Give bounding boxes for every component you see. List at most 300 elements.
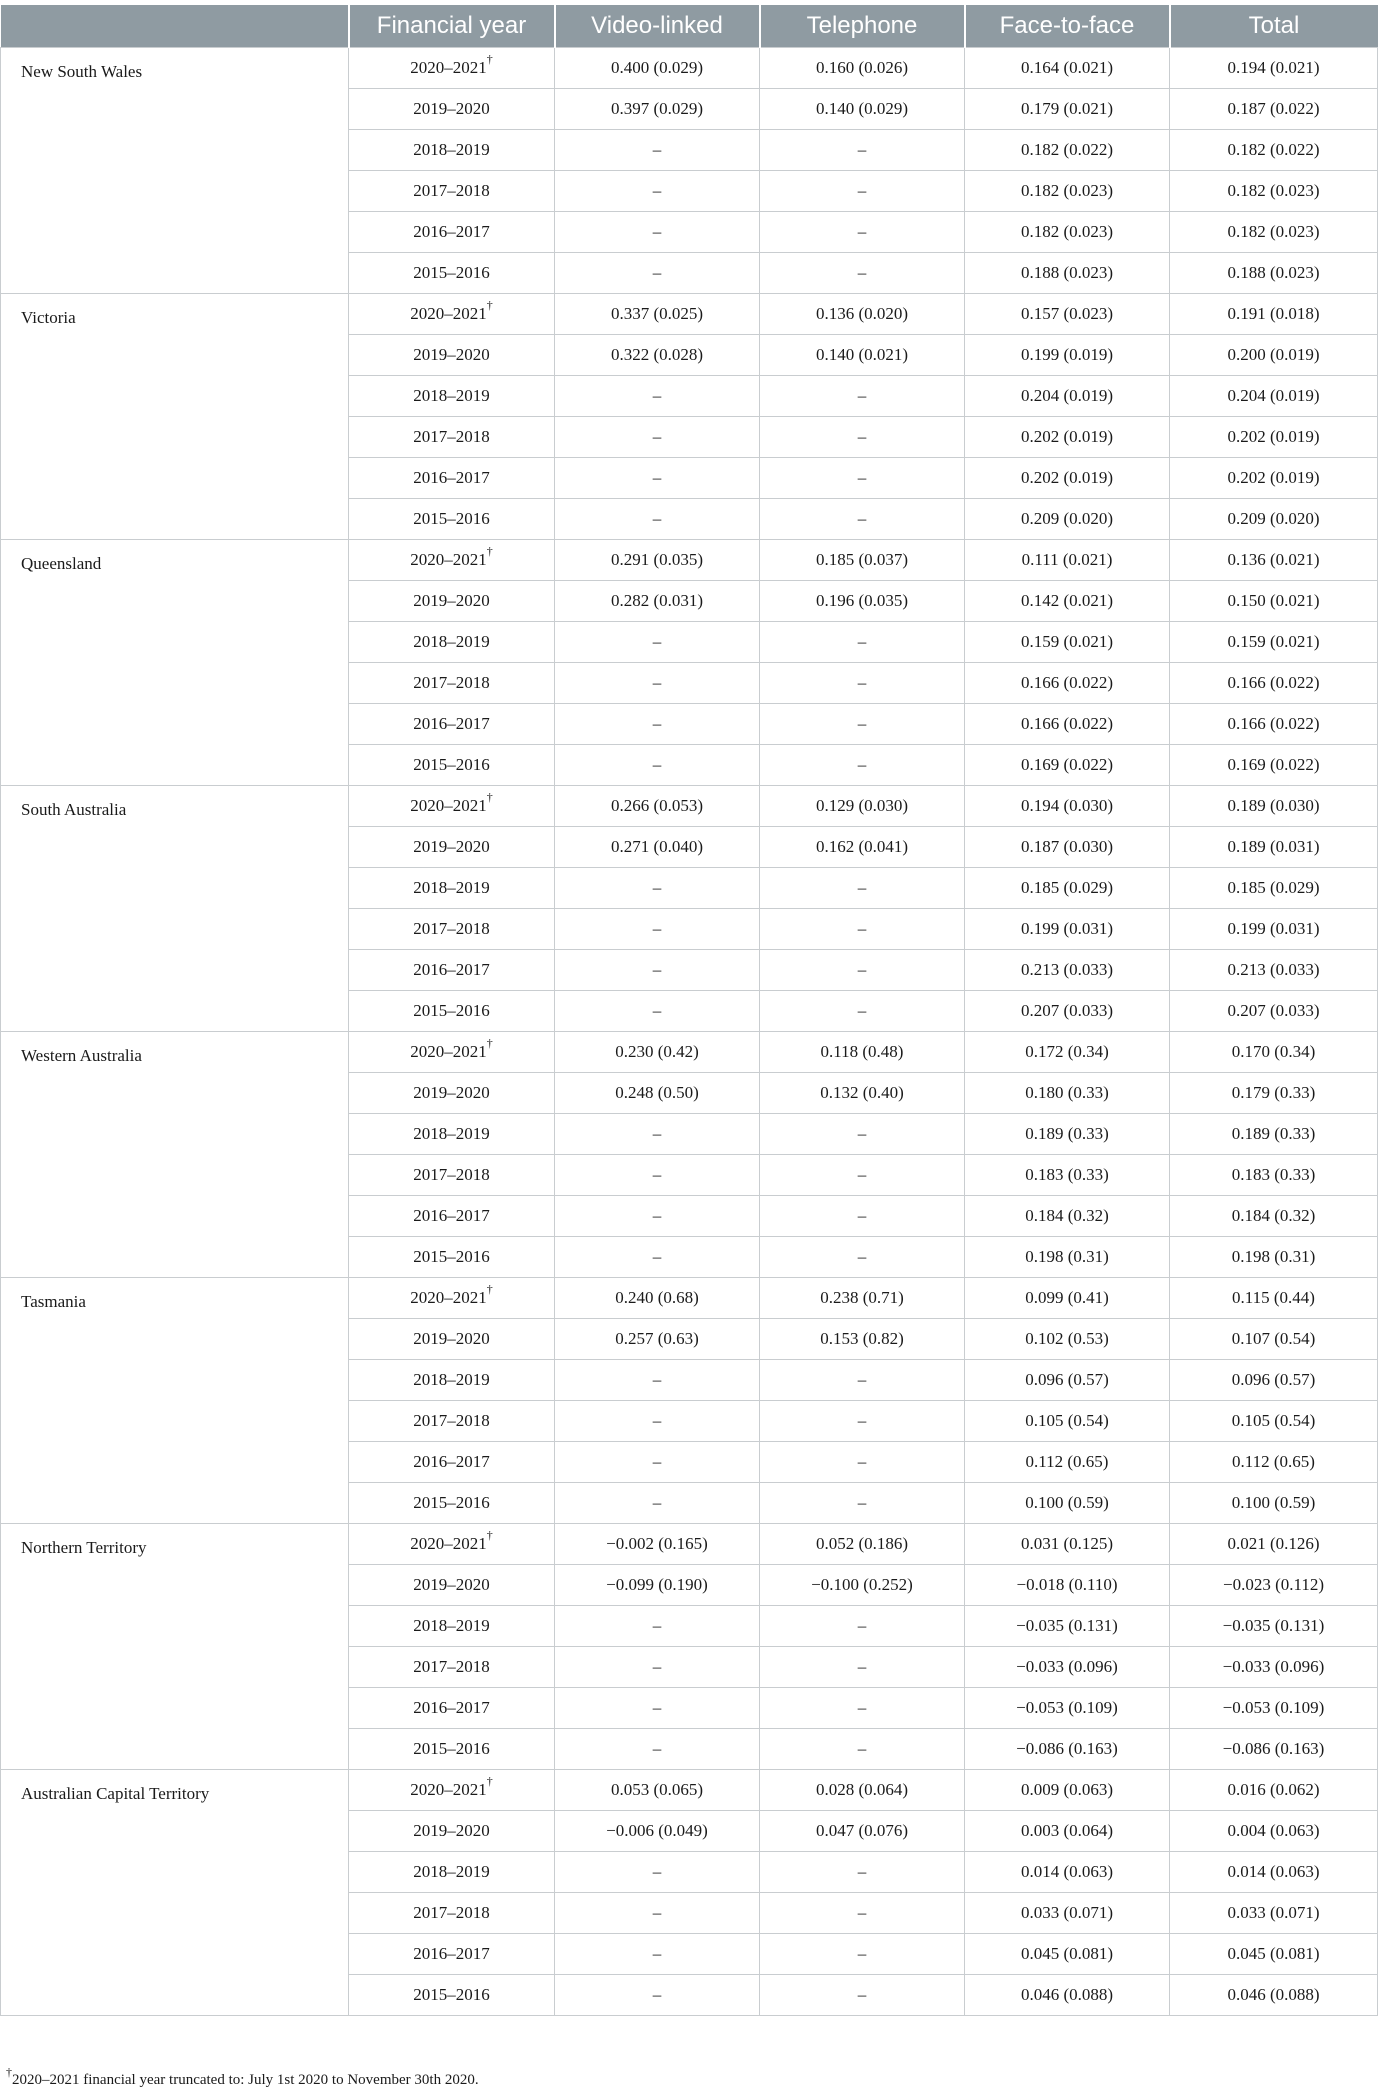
telephone-cell: 0.160 (0.026) bbox=[760, 48, 965, 89]
year-label: 2020–2021 bbox=[410, 304, 487, 323]
year-cell bbox=[349, 212, 555, 253]
telephone-cell: – bbox=[760, 1237, 965, 1278]
footnote-dagger: † bbox=[6, 2065, 12, 2079]
telephone-cell: – bbox=[760, 253, 965, 294]
video-linked-cell: – bbox=[555, 622, 760, 663]
region-cell: Australian Capital Territory bbox=[1, 1770, 349, 2016]
total-cell: 0.183 (0.33) bbox=[1170, 1155, 1378, 1196]
telephone-cell: 0.140 (0.021) bbox=[760, 335, 965, 376]
total-cell: 0.189 (0.030) bbox=[1170, 786, 1378, 827]
telephone-cell: – bbox=[760, 1893, 965, 1934]
telephone-cell: 0.129 (0.030) bbox=[760, 786, 965, 827]
total-cell: 0.115 (0.44) bbox=[1170, 1278, 1378, 1319]
year-label: 2019–2020 bbox=[413, 1575, 490, 1594]
year-cell bbox=[349, 1688, 555, 1729]
total-cell: 0.179 (0.33) bbox=[1170, 1073, 1378, 1114]
year-label: 2020–2021 bbox=[410, 796, 487, 815]
table-body bbox=[1, 48, 1378, 2016]
year-label: 2018–2019 bbox=[413, 140, 490, 159]
region-cell: Victoria bbox=[1, 294, 349, 540]
year-label: 2017–2018 bbox=[413, 1657, 490, 1676]
telephone-cell: – bbox=[760, 950, 965, 991]
total-cell: 0.112 (0.65) bbox=[1170, 1442, 1378, 1483]
year-label: 2016–2017 bbox=[413, 1944, 490, 1963]
telephone-cell: 0.238 (0.71) bbox=[760, 1278, 965, 1319]
video-linked-cell: – bbox=[555, 1360, 760, 1401]
video-linked-cell: – bbox=[555, 1237, 760, 1278]
video-linked-cell: −0.006 (0.049) bbox=[555, 1811, 760, 1852]
year-label: 2016–2017 bbox=[413, 960, 490, 979]
video-linked-cell: – bbox=[555, 1647, 760, 1688]
table-header bbox=[1, 5, 1378, 48]
dagger-mark: † bbox=[486, 1036, 493, 1051]
year-cell bbox=[349, 1934, 555, 1975]
total-cell: 0.096 (0.57) bbox=[1170, 1360, 1378, 1401]
total-cell: 0.100 (0.59) bbox=[1170, 1483, 1378, 1524]
face-to-face-cell: 0.166 (0.022) bbox=[965, 663, 1170, 704]
year-cell bbox=[349, 581, 555, 622]
year-label: 2015–2016 bbox=[413, 1985, 490, 2004]
face-to-face-cell: 0.188 (0.023) bbox=[965, 253, 1170, 294]
face-to-face-cell: 0.112 (0.65) bbox=[965, 1442, 1170, 1483]
year-label: 2017–2018 bbox=[413, 1411, 490, 1430]
table-row bbox=[1, 294, 1378, 335]
video-linked-cell: 0.291 (0.035) bbox=[555, 540, 760, 581]
telephone-cell: 0.162 (0.041) bbox=[760, 827, 965, 868]
year-label: 2018–2019 bbox=[413, 1124, 490, 1143]
year-cell bbox=[349, 1524, 555, 1565]
face-to-face-cell: 0.204 (0.019) bbox=[965, 376, 1170, 417]
year-cell bbox=[349, 704, 555, 745]
video-linked-cell: – bbox=[555, 1893, 760, 1934]
year-label: 2018–2019 bbox=[413, 386, 490, 405]
year-label: 2019–2020 bbox=[413, 1083, 490, 1102]
telephone-cell: −0.100 (0.252) bbox=[760, 1565, 965, 1606]
total-cell: 0.045 (0.081) bbox=[1170, 1934, 1378, 1975]
video-linked-cell: – bbox=[555, 1688, 760, 1729]
year-label: 2019–2020 bbox=[413, 591, 490, 610]
year-label: 2017–2018 bbox=[413, 919, 490, 938]
video-linked-cell: −0.002 (0.165) bbox=[555, 1524, 760, 1565]
year-cell bbox=[349, 89, 555, 130]
total-cell: 0.199 (0.031) bbox=[1170, 909, 1378, 950]
region-cell: Northern Territory bbox=[1, 1524, 349, 1770]
year-label: 2020–2021 bbox=[410, 1534, 487, 1553]
year-label: 2016–2017 bbox=[413, 1452, 490, 1471]
year-cell bbox=[349, 1811, 555, 1852]
total-cell: −0.053 (0.109) bbox=[1170, 1688, 1378, 1729]
face-to-face-cell: 0.009 (0.063) bbox=[965, 1770, 1170, 1811]
total-cell: 0.150 (0.021) bbox=[1170, 581, 1378, 622]
year-cell bbox=[349, 1401, 555, 1442]
telephone-cell: – bbox=[760, 171, 965, 212]
video-linked-cell: – bbox=[555, 1606, 760, 1647]
face-to-face-cell: 0.033 (0.071) bbox=[965, 1893, 1170, 1934]
face-to-face-cell: 0.111 (0.021) bbox=[965, 540, 1170, 581]
face-to-face-cell: 0.142 (0.021) bbox=[965, 581, 1170, 622]
face-to-face-cell: 0.179 (0.021) bbox=[965, 89, 1170, 130]
video-linked-cell: 0.230 (0.42) bbox=[555, 1032, 760, 1073]
total-cell: 0.170 (0.34) bbox=[1170, 1032, 1378, 1073]
face-to-face-cell: 0.189 (0.33) bbox=[965, 1114, 1170, 1155]
year-label: 2020–2021 bbox=[410, 58, 487, 77]
year-cell bbox=[349, 1483, 555, 1524]
video-linked-cell: – bbox=[555, 1975, 760, 2016]
telephone-cell: 0.028 (0.064) bbox=[760, 1770, 965, 1811]
year-label: 2018–2019 bbox=[413, 1862, 490, 1881]
face-to-face-cell: 0.166 (0.022) bbox=[965, 704, 1170, 745]
face-to-face-cell: −0.018 (0.110) bbox=[965, 1565, 1170, 1606]
telephone-cell: – bbox=[760, 212, 965, 253]
face-to-face-cell: 0.003 (0.064) bbox=[965, 1811, 1170, 1852]
table-row bbox=[1, 1032, 1378, 1073]
year-cell bbox=[349, 48, 555, 89]
total-cell: 0.182 (0.022) bbox=[1170, 130, 1378, 171]
total-cell: 0.033 (0.071) bbox=[1170, 1893, 1378, 1934]
video-linked-cell: 0.397 (0.029) bbox=[555, 89, 760, 130]
telephone-cell: – bbox=[760, 991, 965, 1032]
footnote bbox=[6, 2065, 479, 2089]
video-linked-cell: – bbox=[555, 745, 760, 786]
face-to-face-cell: 0.102 (0.53) bbox=[965, 1319, 1170, 1360]
video-linked-cell: – bbox=[555, 663, 760, 704]
year-cell bbox=[349, 991, 555, 1032]
telephone-cell: – bbox=[760, 1483, 965, 1524]
video-linked-cell: −0.099 (0.190) bbox=[555, 1565, 760, 1606]
year-label: 2020–2021 bbox=[410, 1288, 487, 1307]
video-linked-cell: – bbox=[555, 376, 760, 417]
year-cell bbox=[349, 827, 555, 868]
face-to-face-cell: 0.014 (0.063) bbox=[965, 1852, 1170, 1893]
telephone-cell: – bbox=[760, 1442, 965, 1483]
year-label: 2015–2016 bbox=[413, 1001, 490, 1020]
telephone-cell: – bbox=[760, 704, 965, 745]
video-linked-cell: – bbox=[555, 130, 760, 171]
video-linked-cell: – bbox=[555, 417, 760, 458]
dagger-mark: † bbox=[486, 1528, 493, 1543]
video-linked-cell: – bbox=[555, 1934, 760, 1975]
video-linked-cell: 0.271 (0.040) bbox=[555, 827, 760, 868]
year-cell bbox=[349, 622, 555, 663]
video-linked-cell: – bbox=[555, 212, 760, 253]
telephone-cell: – bbox=[760, 1606, 965, 1647]
video-linked-cell: 0.257 (0.63) bbox=[555, 1319, 760, 1360]
telephone-cell: 0.118 (0.48) bbox=[760, 1032, 965, 1073]
region-cell: Western Australia bbox=[1, 1032, 349, 1278]
year-cell bbox=[349, 1442, 555, 1483]
dagger-mark: † bbox=[486, 544, 493, 559]
total-cell: 0.204 (0.019) bbox=[1170, 376, 1378, 417]
face-to-face-cell: 0.187 (0.030) bbox=[965, 827, 1170, 868]
year-label: 2019–2020 bbox=[413, 345, 490, 364]
year-cell bbox=[349, 1155, 555, 1196]
total-cell: 0.198 (0.31) bbox=[1170, 1237, 1378, 1278]
face-to-face-cell: 0.169 (0.022) bbox=[965, 745, 1170, 786]
region-cell: Queensland bbox=[1, 540, 349, 786]
header-row bbox=[1, 5, 1378, 48]
year-cell bbox=[349, 1647, 555, 1688]
year-cell bbox=[349, 909, 555, 950]
year-cell bbox=[349, 1606, 555, 1647]
year-label: 2016–2017 bbox=[413, 468, 490, 487]
telephone-cell: – bbox=[760, 376, 965, 417]
face-to-face-cell: 0.182 (0.023) bbox=[965, 212, 1170, 253]
video-linked-cell: – bbox=[555, 1852, 760, 1893]
face-to-face-cell: −0.086 (0.163) bbox=[965, 1729, 1170, 1770]
table-row bbox=[1, 540, 1378, 581]
year-label: 2020–2021 bbox=[410, 1042, 487, 1061]
face-to-face-cell: 0.159 (0.021) bbox=[965, 622, 1170, 663]
total-cell: −0.023 (0.112) bbox=[1170, 1565, 1378, 1606]
telephone-cell: 0.196 (0.035) bbox=[760, 581, 965, 622]
year-label: 2019–2020 bbox=[413, 1821, 490, 1840]
face-to-face-cell: 0.164 (0.021) bbox=[965, 48, 1170, 89]
face-to-face-cell: 0.202 (0.019) bbox=[965, 417, 1170, 458]
face-to-face-cell: 0.207 (0.033) bbox=[965, 991, 1170, 1032]
region-cell: South Australia bbox=[1, 786, 349, 1032]
dagger-mark: † bbox=[486, 1282, 493, 1297]
video-linked-cell: 0.282 (0.031) bbox=[555, 581, 760, 622]
year-label: 2016–2017 bbox=[413, 1698, 490, 1717]
year-cell bbox=[349, 868, 555, 909]
face-to-face-cell: 0.157 (0.023) bbox=[965, 294, 1170, 335]
video-linked-cell: – bbox=[555, 1114, 760, 1155]
telephone-cell: 0.132 (0.40) bbox=[760, 1073, 965, 1114]
video-linked-cell: – bbox=[555, 1483, 760, 1524]
face-to-face-cell: −0.033 (0.096) bbox=[965, 1647, 1170, 1688]
video-linked-cell: – bbox=[555, 458, 760, 499]
year-label: 2017–2018 bbox=[413, 427, 490, 446]
total-cell: 0.202 (0.019) bbox=[1170, 417, 1378, 458]
total-cell: 0.200 (0.019) bbox=[1170, 335, 1378, 376]
video-linked-cell: 0.337 (0.025) bbox=[555, 294, 760, 335]
total-cell: 0.209 (0.020) bbox=[1170, 499, 1378, 540]
year-label: 2015–2016 bbox=[413, 263, 490, 282]
telephone-cell: – bbox=[760, 1688, 965, 1729]
telephone-cell: – bbox=[760, 1114, 965, 1155]
year-label: 2020–2021 bbox=[410, 1780, 487, 1799]
total-cell: 0.184 (0.32) bbox=[1170, 1196, 1378, 1237]
year-cell bbox=[349, 1319, 555, 1360]
total-cell: 0.182 (0.023) bbox=[1170, 171, 1378, 212]
face-to-face-cell: 0.046 (0.088) bbox=[965, 1975, 1170, 2016]
year-label: 2019–2020 bbox=[413, 837, 490, 856]
face-to-face-cell: 0.182 (0.023) bbox=[965, 171, 1170, 212]
telephone-cell: 0.153 (0.82) bbox=[760, 1319, 965, 1360]
telephone-cell: – bbox=[760, 458, 965, 499]
total-cell: 0.188 (0.023) bbox=[1170, 253, 1378, 294]
telephone-cell: – bbox=[760, 1360, 965, 1401]
header-telephone: Telephone bbox=[760, 5, 965, 48]
year-cell bbox=[349, 335, 555, 376]
telephone-cell: 0.140 (0.029) bbox=[760, 89, 965, 130]
year-label: 2016–2017 bbox=[413, 1206, 490, 1225]
face-to-face-cell: 0.202 (0.019) bbox=[965, 458, 1170, 499]
year-cell bbox=[349, 663, 555, 704]
table-row bbox=[1, 1770, 1378, 1811]
header-total: Total bbox=[1170, 5, 1378, 48]
face-to-face-cell: 0.099 (0.41) bbox=[965, 1278, 1170, 1319]
dagger-mark: † bbox=[486, 790, 493, 805]
year-cell bbox=[349, 1770, 555, 1811]
total-cell: 0.014 (0.063) bbox=[1170, 1852, 1378, 1893]
year-label: 2018–2019 bbox=[413, 1616, 490, 1635]
year-cell bbox=[349, 417, 555, 458]
face-to-face-cell: 0.199 (0.019) bbox=[965, 335, 1170, 376]
table-row bbox=[1, 786, 1378, 827]
table-row bbox=[1, 48, 1378, 89]
year-cell bbox=[349, 171, 555, 212]
total-cell: 0.194 (0.021) bbox=[1170, 48, 1378, 89]
year-cell bbox=[349, 1729, 555, 1770]
header-financial-year: Financial year bbox=[349, 5, 555, 48]
year-cell bbox=[349, 294, 555, 335]
year-cell bbox=[349, 458, 555, 499]
telephone-cell: – bbox=[760, 130, 965, 171]
video-linked-cell: 0.053 (0.065) bbox=[555, 1770, 760, 1811]
telephone-cell: 0.185 (0.037) bbox=[760, 540, 965, 581]
total-cell: 0.169 (0.022) bbox=[1170, 745, 1378, 786]
video-linked-cell: 0.248 (0.50) bbox=[555, 1073, 760, 1114]
total-cell: 0.207 (0.033) bbox=[1170, 991, 1378, 1032]
telephone-cell: – bbox=[760, 745, 965, 786]
year-label: 2017–2018 bbox=[413, 673, 490, 692]
telephone-cell: – bbox=[760, 499, 965, 540]
year-cell bbox=[349, 950, 555, 991]
telephone-cell: – bbox=[760, 1401, 965, 1442]
year-label: 2020–2021 bbox=[410, 550, 487, 569]
telephone-cell: 0.136 (0.020) bbox=[760, 294, 965, 335]
year-cell bbox=[349, 540, 555, 581]
total-cell: 0.202 (0.019) bbox=[1170, 458, 1378, 499]
face-to-face-cell: 0.199 (0.031) bbox=[965, 909, 1170, 950]
year-cell bbox=[349, 1852, 555, 1893]
video-linked-cell: – bbox=[555, 171, 760, 212]
telephone-cell: – bbox=[760, 663, 965, 704]
telephone-cell: – bbox=[760, 1729, 965, 1770]
video-linked-cell: – bbox=[555, 1401, 760, 1442]
total-cell: 0.185 (0.029) bbox=[1170, 868, 1378, 909]
year-label: 2017–2018 bbox=[413, 1165, 490, 1184]
year-cell bbox=[349, 499, 555, 540]
video-linked-cell: – bbox=[555, 253, 760, 294]
video-linked-cell: – bbox=[555, 868, 760, 909]
total-cell: 0.187 (0.022) bbox=[1170, 89, 1378, 130]
telephone-cell: 0.047 (0.076) bbox=[760, 1811, 965, 1852]
video-linked-cell: – bbox=[555, 1155, 760, 1196]
footnote-text: 2020–2021 financial year truncated to: July 1st 2020 to November 30th 2020. bbox=[12, 2072, 479, 2088]
year-cell bbox=[349, 1196, 555, 1237]
year-label: 2015–2016 bbox=[413, 755, 490, 774]
dagger-mark: † bbox=[486, 52, 493, 67]
total-cell: 0.136 (0.021) bbox=[1170, 540, 1378, 581]
face-to-face-cell: 0.031 (0.125) bbox=[965, 1524, 1170, 1565]
telephone-cell: – bbox=[760, 1155, 965, 1196]
year-label: 2015–2016 bbox=[413, 1247, 490, 1266]
year-cell bbox=[349, 1565, 555, 1606]
total-cell: 0.166 (0.022) bbox=[1170, 704, 1378, 745]
total-cell: 0.046 (0.088) bbox=[1170, 1975, 1378, 2016]
year-label: 2018–2019 bbox=[413, 632, 490, 651]
total-cell: 0.159 (0.021) bbox=[1170, 622, 1378, 663]
year-cell bbox=[349, 1360, 555, 1401]
video-linked-cell: – bbox=[555, 499, 760, 540]
telephone-cell: – bbox=[760, 1852, 965, 1893]
region-cell: New South Wales bbox=[1, 48, 349, 294]
year-label: 2019–2020 bbox=[413, 99, 490, 118]
face-to-face-cell: 0.213 (0.033) bbox=[965, 950, 1170, 991]
total-cell: 0.107 (0.54) bbox=[1170, 1319, 1378, 1360]
header-video-linked: Video-linked bbox=[555, 5, 760, 48]
telephone-cell: – bbox=[760, 1934, 965, 1975]
year-label: 2018–2019 bbox=[413, 1370, 490, 1389]
year-cell bbox=[349, 1237, 555, 1278]
year-label: 2018–2019 bbox=[413, 878, 490, 897]
year-label: 2017–2018 bbox=[413, 1903, 490, 1922]
face-to-face-cell: 0.182 (0.022) bbox=[965, 130, 1170, 171]
video-linked-cell: – bbox=[555, 950, 760, 991]
total-cell: 0.191 (0.018) bbox=[1170, 294, 1378, 335]
video-linked-cell: – bbox=[555, 1196, 760, 1237]
year-cell bbox=[349, 1975, 555, 2016]
year-cell bbox=[349, 1073, 555, 1114]
face-to-face-cell: 0.105 (0.54) bbox=[965, 1401, 1170, 1442]
year-cell bbox=[349, 376, 555, 417]
year-label: 2017–2018 bbox=[413, 181, 490, 200]
year-cell bbox=[349, 1114, 555, 1155]
video-linked-cell: – bbox=[555, 1442, 760, 1483]
video-linked-cell: – bbox=[555, 991, 760, 1032]
telephone-cell: – bbox=[760, 1647, 965, 1688]
face-to-face-cell: 0.183 (0.33) bbox=[965, 1155, 1170, 1196]
face-to-face-cell: −0.035 (0.131) bbox=[965, 1606, 1170, 1647]
face-to-face-cell: 0.184 (0.32) bbox=[965, 1196, 1170, 1237]
telephone-cell: 0.052 (0.186) bbox=[760, 1524, 965, 1565]
total-cell: 0.021 (0.126) bbox=[1170, 1524, 1378, 1565]
year-cell bbox=[349, 745, 555, 786]
telephone-cell: – bbox=[760, 868, 965, 909]
telephone-cell: – bbox=[760, 1196, 965, 1237]
video-linked-cell: 0.240 (0.68) bbox=[555, 1278, 760, 1319]
year-cell bbox=[349, 1278, 555, 1319]
total-cell: 0.189 (0.33) bbox=[1170, 1114, 1378, 1155]
year-label: 2019–2020 bbox=[413, 1329, 490, 1348]
year-cell bbox=[349, 253, 555, 294]
video-linked-cell: 0.266 (0.053) bbox=[555, 786, 760, 827]
total-cell: 0.182 (0.023) bbox=[1170, 212, 1378, 253]
total-cell: −0.033 (0.096) bbox=[1170, 1647, 1378, 1688]
face-to-face-cell: −0.053 (0.109) bbox=[965, 1688, 1170, 1729]
video-linked-cell: 0.400 (0.029) bbox=[555, 48, 760, 89]
total-cell: 0.189 (0.031) bbox=[1170, 827, 1378, 868]
year-cell bbox=[349, 1032, 555, 1073]
face-to-face-cell: 0.185 (0.029) bbox=[965, 868, 1170, 909]
region-cell: Tasmania bbox=[1, 1278, 349, 1524]
video-linked-cell: – bbox=[555, 1729, 760, 1770]
year-cell bbox=[349, 130, 555, 171]
video-linked-cell: 0.322 (0.028) bbox=[555, 335, 760, 376]
face-to-face-cell: 0.172 (0.34) bbox=[965, 1032, 1170, 1073]
year-label: 2016–2017 bbox=[413, 222, 490, 241]
year-cell bbox=[349, 786, 555, 827]
face-to-face-cell: 0.045 (0.081) bbox=[965, 1934, 1170, 1975]
face-to-face-cell: 0.209 (0.020) bbox=[965, 499, 1170, 540]
face-to-face-cell: 0.194 (0.030) bbox=[965, 786, 1170, 827]
total-cell: −0.035 (0.131) bbox=[1170, 1606, 1378, 1647]
total-cell: 0.166 (0.022) bbox=[1170, 663, 1378, 704]
total-cell: 0.016 (0.062) bbox=[1170, 1770, 1378, 1811]
total-cell: 0.213 (0.033) bbox=[1170, 950, 1378, 991]
